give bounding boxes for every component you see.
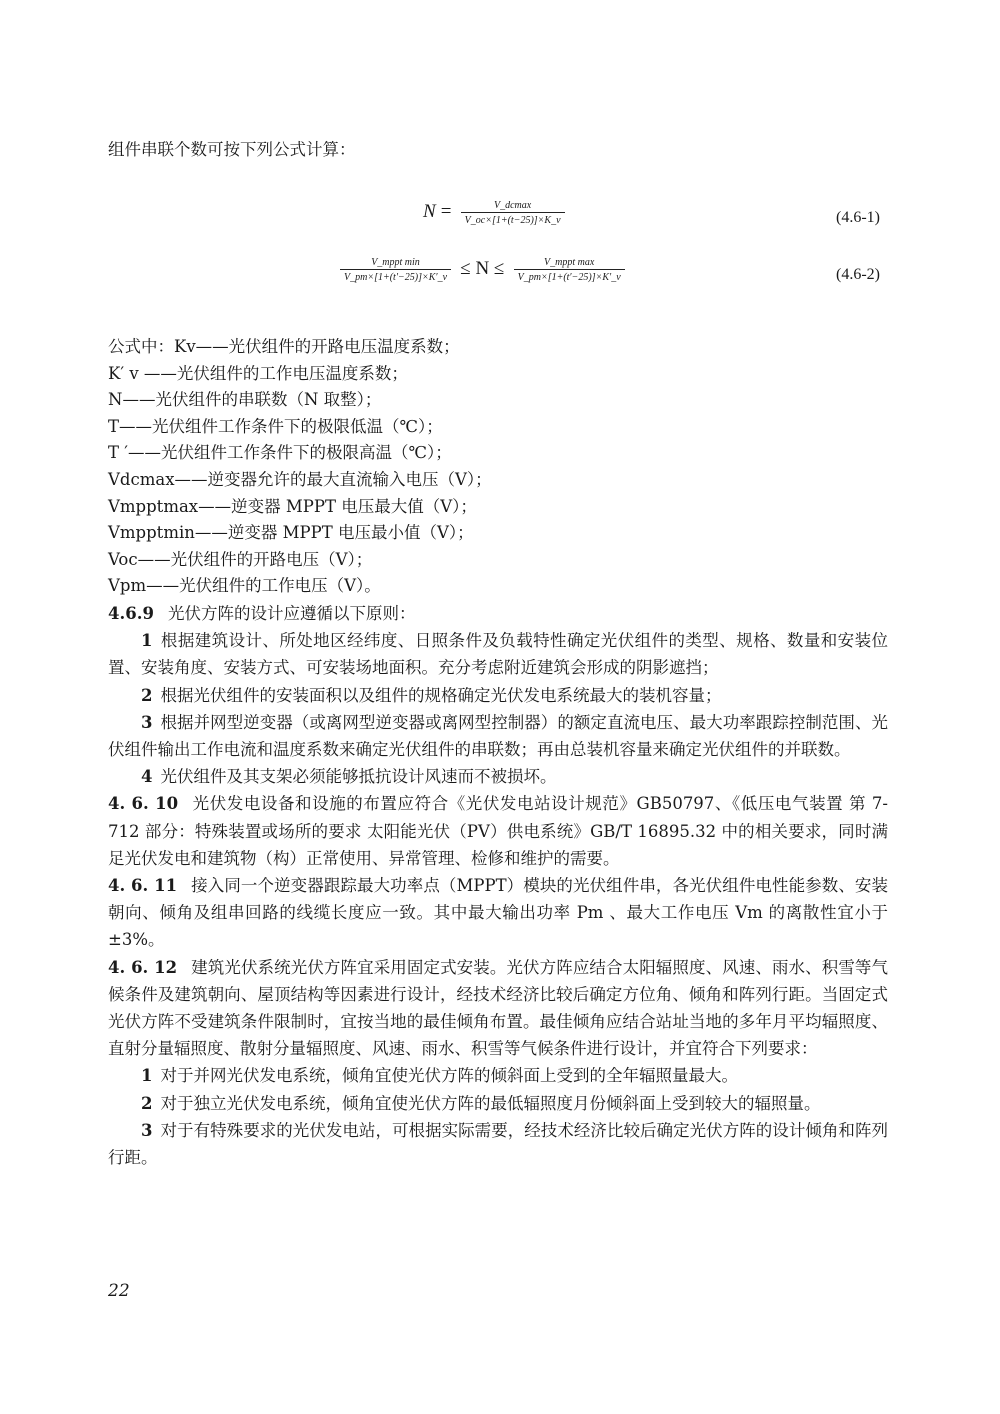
formula-inequality: ≤ N ≤ (460, 257, 505, 279)
definition-line: N——光伏组件的串联数（N 取整）； (108, 390, 382, 410)
formula-left-fraction (340, 257, 451, 283)
clause-text: 光伏发电设备和设施的布置应符合《光伏发电站设计规范》GB50797、《低压电气装置 第 7-712 部分：特殊装置或场所的要求 太阳能光伏（PV）供电系统》GB/T 16895.32 中的相关要求，同时满足光伏发电和建筑物（构）正常使用、异常管理、检修和维护的需要。 (108, 794, 888, 868)
list-item: 3 对于有特殊要求的光伏发电站，可根据实际需要，经技术经济比较后确定光伏方阵的设计倾角和阵列行距。 (108, 1120, 888, 1167)
formula-lhs: N (423, 200, 436, 222)
definition-line: Vdcmax——逆变器允许的最大直流输入电压（V）； (108, 469, 492, 489)
formula-4-6-1: N = $\frac{V\_dcmax}{V\_oc\times[1+(t-25)]\times K\_v}$ (423, 200, 565, 226)
clause-number: 4.6.9 (108, 603, 154, 623)
clause-4-6-10 (108, 790, 888, 872)
formula-denominator: V_pm×[1+(t′−25)]×K′_v (514, 269, 625, 283)
list-item: 2 对于独立光伏发电系统，倾角宜使光伏方阵的最低辐照度月份倾斜面上受到较大的辐照量。 (141, 1093, 821, 1113)
list-item: 3 根据并网型逆变器（或离网型逆变器或离网型控制器）的额定直流电压、最大功率跟踪控制范围、光伏组件输出工作电流和温度系数来确定光伏组件的串联数；再由总装机容量来确定光伏组件的并联数。 (108, 712, 888, 759)
definition-line: 公式中：Kv——光伏组件的开路电压温度系数； (108, 337, 460, 356)
clause-number: 4. 6. 11 (108, 875, 178, 895)
definition-line: K′ v ——光伏组件的工作电压温度系数； (108, 363, 408, 383)
clause-4-6-9 (108, 600, 888, 627)
clause-title: 光伏方阵的设计应遵循以下原则： (167, 603, 416, 623)
formula-denominator: V_oc×[1+(t−25)]×K_v (461, 212, 565, 226)
page-number: 22 (108, 1281, 130, 1301)
clause-text: 建筑光伏系统光伏方阵宜采用固定式安装。光伏方阵应结合太阳辐照度、风速、雨水、积雪等气候条件及建筑朝向、屋顶结构等因素进行设计，经技术经济比较后确定方位角、倾角和阵列行距。当固定式光伏方阵不受建筑条件限制时，宜按当地的最佳倾角布置。最佳倾角应结合站址当地的多年月平均辐照度、直射分量辐照度、散射分量辐照度、风速、雨水、积雪等气候条件进行设计，并宜符合下列要求： (108, 957, 889, 1059)
list-item: 1 对于并网光伏发电系统，倾角宜使光伏方阵的倾斜面上受到的全年辐照量最大。 (141, 1066, 738, 1086)
definition-line: T ′——光伏组件工作条件下的极限高温（℃）； (108, 443, 452, 463)
definition-line: Vmpptmax——逆变器 MPPT 电压最大值（V）； (108, 496, 477, 516)
formula-numerator: V_mppt min (371, 257, 420, 268)
formula-numerator: V_mppt max (543, 257, 595, 268)
clause-4-6-12 (108, 954, 888, 1063)
clause-4-6-11 (108, 872, 888, 954)
list-item: 1 根据建筑设计、所处地区经纬度、日照条件及负载特性确定光伏组件的类型、规格、数量和安装位置、安装角度、安装方式、可安装场地面积。充分考虑附近建筑会形成的阴影遮挡； (108, 631, 888, 678)
clause-number: 4. 6. 10 (108, 794, 179, 814)
definition-line: Vmpptmin——逆变器 MPPT 电压最小值（V）； (108, 523, 474, 543)
clause-text: 接入同一个逆变器跟踪最大功率点（MPPT）模块的光伏组件串，各光伏组件电性能参数、安装朝向、倾角及组串回路的线缆长度应一致。其中最大输出功率 Pm 、最大工作电压 Vm 的离散性宜小于±3%。 (108, 875, 889, 950)
body-text (108, 334, 888, 1171)
formula-denominator: V_pm×[1+(t′−25)]×K′_v (340, 269, 451, 283)
definition-line: T——光伏组件工作条件下的极限低温（℃）； (108, 416, 443, 436)
equation-number: (4.6-2) (836, 266, 880, 283)
equation-number: (4.6-1) (836, 209, 880, 226)
formula-fraction (461, 200, 565, 226)
formula-right-fraction (514, 257, 625, 283)
clause-number: 4. 6. 12 (108, 957, 178, 977)
list-item: 2 根据光伏组件的安装面积以及组件的规格确定光伏发电系统最大的装机容量； (141, 685, 722, 705)
formula-4-6-2 (340, 257, 625, 283)
formula-numerator: V_dcmax (493, 200, 532, 211)
definition-line: Voc——光伏组件的开路电压（V）； (108, 549, 373, 569)
intro-text: 组件串联个数可按下列公式计算： (108, 140, 356, 159)
list-item: 4 光伏组件及其支架必须能够抵抗设计风速而不被损坏。 (141, 767, 557, 787)
definition-line: Vpm——光伏组件的工作电压（V）。 (108, 576, 381, 596)
